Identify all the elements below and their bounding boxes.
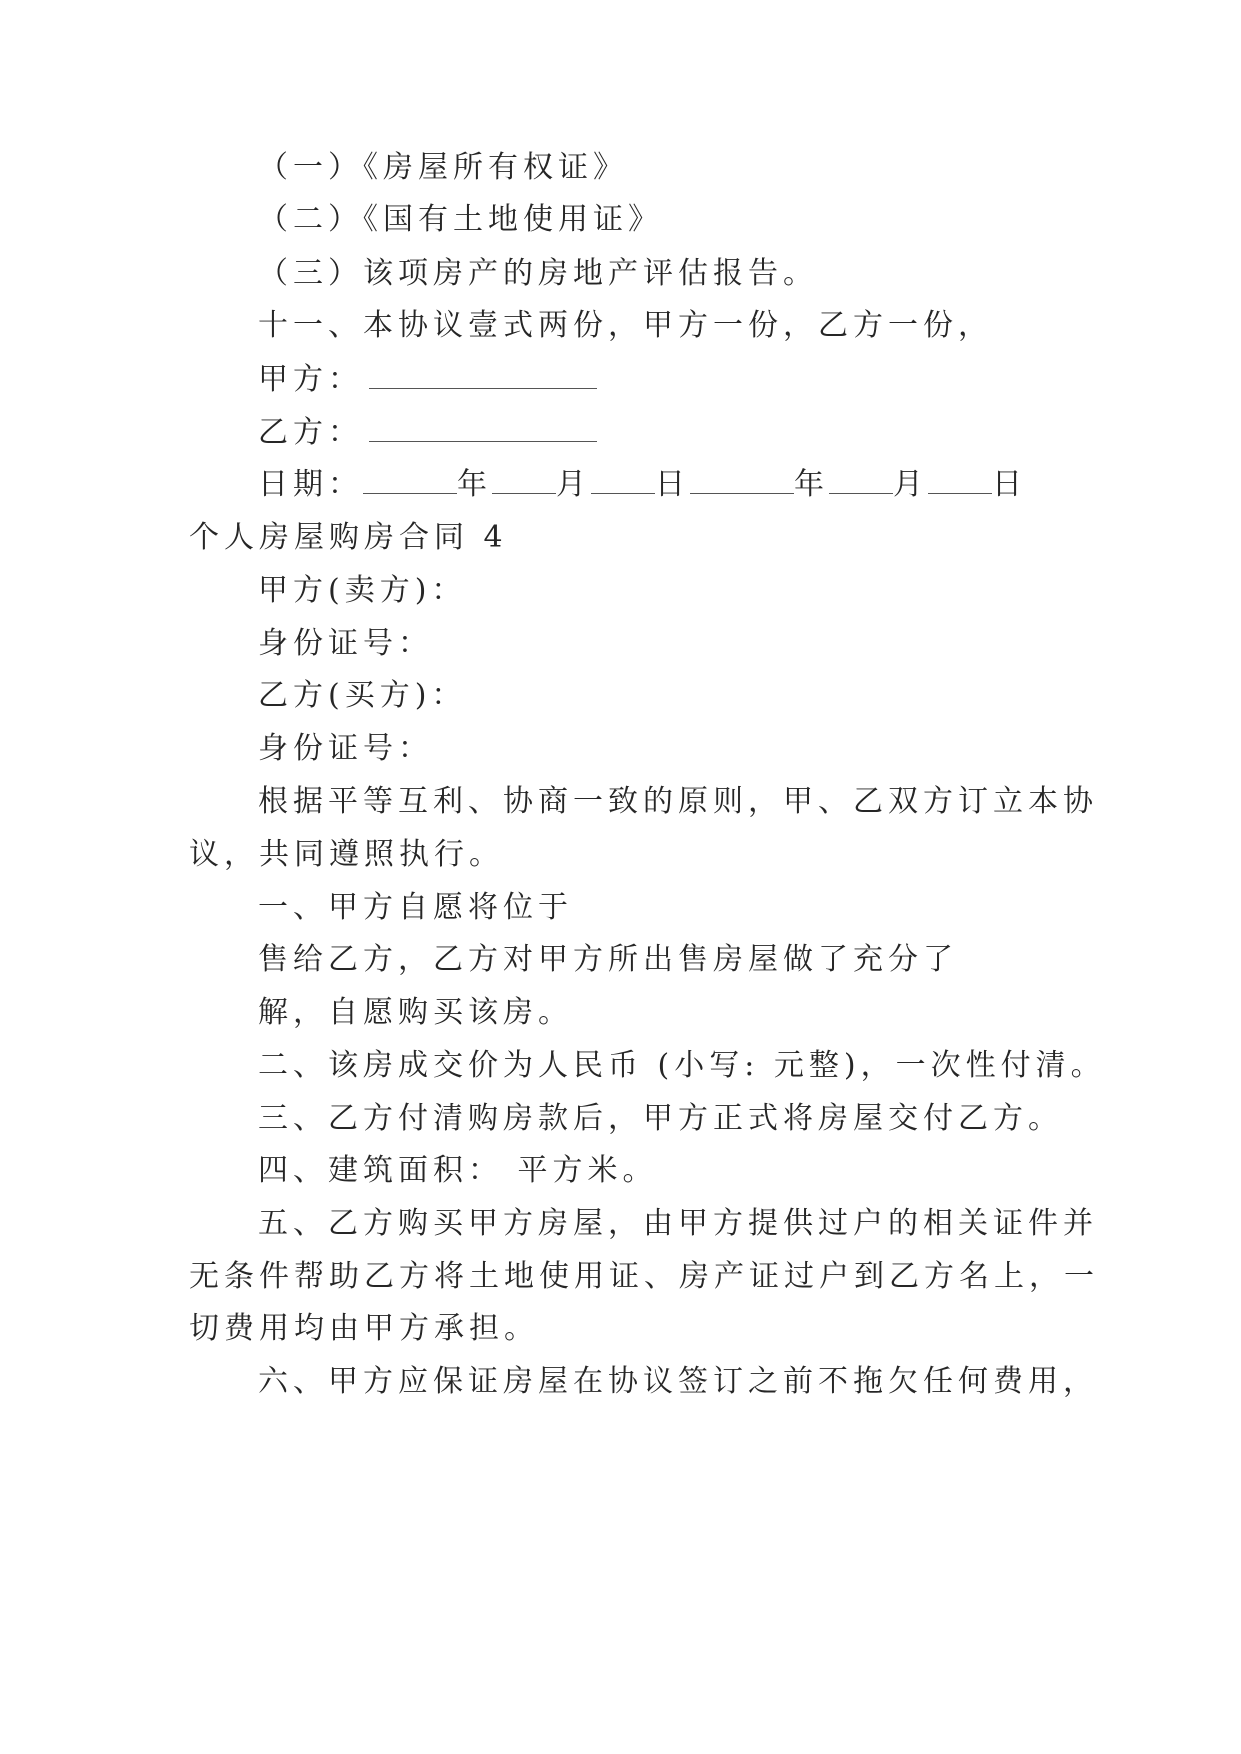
doc-line: （二）《国有土地使用证》 [258, 202, 663, 237]
doc-line: 十一、本协议壹式两份，甲方一份，乙方一份， [258, 308, 993, 343]
date-month-blank [829, 467, 893, 494]
doc-line: 解，自愿购买该房。 [258, 995, 573, 1030]
doc-line: 无条件帮助乙方将土地使用证、房产证过户到乙方名上，一 [189, 1259, 1099, 1294]
date-label: 日期： [258, 467, 363, 502]
party-b-label: 乙方： [258, 415, 363, 450]
party-b-blank [369, 415, 597, 442]
doc-line: 五、乙方购买甲方房屋，由甲方提供过户的相关证件并 [258, 1206, 1098, 1241]
date-year-blank [363, 467, 457, 494]
party-b-signature-line [258, 413, 597, 453]
date-day-blank [928, 467, 992, 494]
date-day-label: 日 [655, 467, 690, 502]
date-year-label: 年 [794, 467, 829, 502]
doc-line: 身份证号： [258, 731, 433, 766]
doc-line: 议，共同遵照执行。 [189, 837, 504, 872]
party-a-label: 甲方： [258, 362, 363, 397]
doc-line: 一、甲方自愿将位于 [258, 890, 573, 925]
party-a-signature-line [258, 360, 597, 400]
doc-line: 二、该房成交价为人民币 (小写: 元整)，一次性付清。 [258, 1048, 1106, 1083]
date-year-blank [690, 467, 794, 494]
date-month-label: 月 [556, 467, 591, 502]
doc-line: 六、甲方应保证房屋在协议签订之前不拖欠任何费用， [258, 1364, 1098, 1399]
doc-line: 四、建筑面积： 平方米。 [258, 1153, 658, 1188]
date-day-label: 日 [992, 467, 1027, 502]
doc-line: 切费用均由甲方承担。 [189, 1311, 539, 1346]
date-month-blank [492, 467, 556, 494]
date-month-label: 月 [893, 467, 928, 502]
party-a-blank [369, 362, 597, 389]
date-day-blank [591, 467, 655, 494]
doc-line: 乙方(买方)： [258, 678, 467, 713]
doc-line: 身份证号： [258, 626, 433, 661]
doc-line: （一）《房屋所有权证》 [258, 150, 628, 185]
doc-line: 三、乙方付清购房款后，甲方正式将房屋交付乙方。 [258, 1101, 1063, 1136]
doc-line: 售给乙方，乙方对甲方所出售房屋做了充分了 [258, 942, 958, 977]
date-line [258, 465, 1027, 505]
date-year-label: 年 [457, 467, 492, 502]
section-title: 个人房屋购房合同 4 [189, 520, 508, 555]
doc-line: 根据平等互利、协商一致的原则，甲、乙双方订立本协 [258, 784, 1098, 819]
doc-line: 甲方(卖方)： [258, 573, 467, 608]
doc-line: （三）该项房产的房地产评估报告。 [258, 256, 818, 291]
